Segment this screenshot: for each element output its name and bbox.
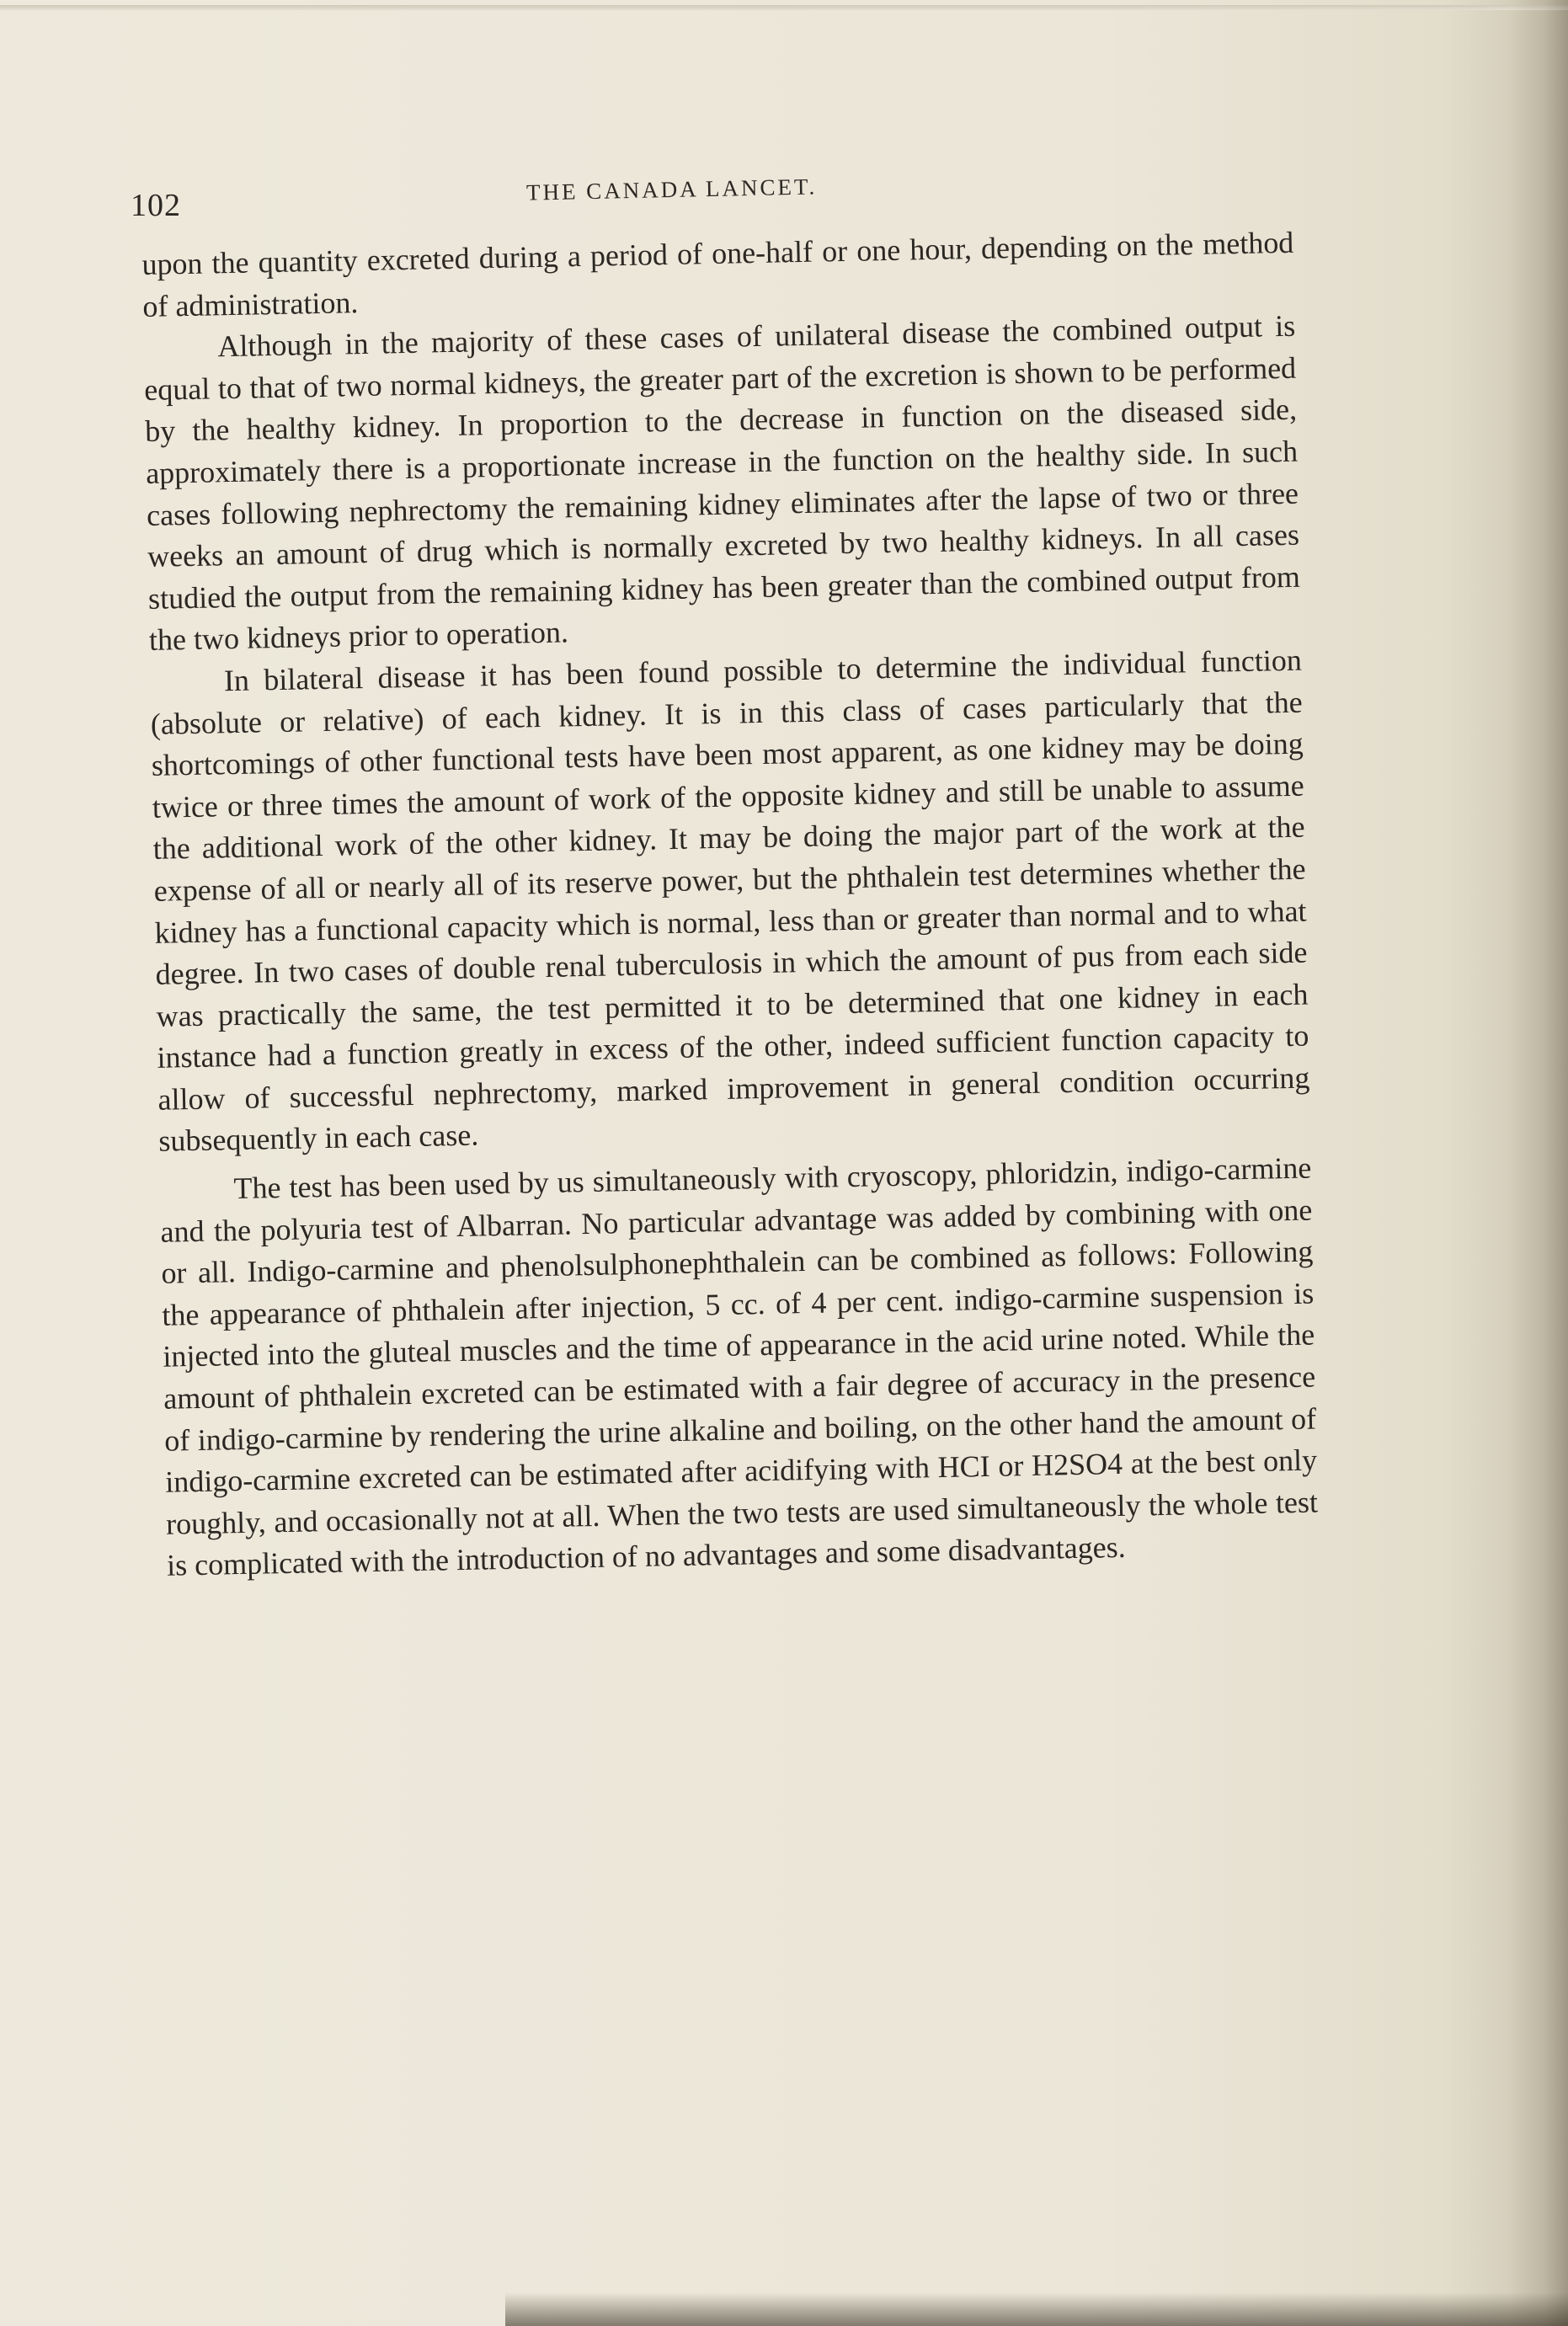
page-binding-shadow (1509, 0, 1568, 2326)
page-bottom-shadow (505, 2292, 1568, 2326)
paragraph: The test has been used by us simultaneously with cryoscopy, phloridzin, indigo-carmine and the polyuria test of Albarran. No particular advantage was added by combining with one or all. Indigo-carmine and phenolsulphonephthalein can be combined as follows: Following the appearance of phthalein after injection, 5 cc. of 4 per cent. indigo-carmine suspension is injected into the gluteal muscles and the time of appearance in the acid urine noted. While the amount of phthalein excreted can be estimated with a fair degree of accuracy in the presence of indigo-carmine by rendering the urine alkaline and boiling, on the other hand the amount of indigo-carmine excreted can be estimated after acidifying with HCI or H2SO4 at the best only roughly, and occasionally not at all. When the two tests are used simultaneously the whole test is complicated with the introduction of no advantages and some disadvantages. (160, 1150, 1319, 1583)
page-top-edge (0, 5, 1568, 10)
running-head: THE CANADA LANCET. (525, 173, 818, 205)
paragraph: upon the quantity excreted during a period of one-half or one hour, depending on the method of administration. (141, 225, 1294, 323)
paragraph: In bilateral disease it has been found possible to determine the individual function (absolute or relative) of each kidney. It is in this class of cases particularly that the shortcomings of other functional tests have been most apparent, as one kidney may be doing twice or three times the amount of work of the opposite kidney and still be unable to assume the additional work of the other kidney. It may be doing the major part of the work at the expense of all or nearly all of its reserve power, but the phthalein test determines whether the kidney has a functional capacity which is normal, less than or greater than normal and to what degree. In two cases of double renal tuberculosis in which the amount of pus from each side was practically the same, the test permitted it to be determined that one kidney in each instance had a function greatly in excess of the other, indeed sufficient function capacity to allow of successful nephrectomy, marked improvement in general condition occurring subsequently in each case. (150, 643, 1310, 1159)
page-number: 102 (131, 188, 181, 223)
page-header (131, 168, 1284, 223)
paragraph: Although in the majority of these cases of unilateral disease the combined output is equal to that of two normal kidneys, the greater part of the excretion is shown to be performed by the healthy kidney. In proportion to the decrease in function on the diseased side, approximately there is a proportionate increase in the function on the healthy side. In such cases following nephrectomy the remaining kidney eliminates after the lapse of two or three weeks an amount of drug which is normally excreted by two healthy kidneys. In all cases studied the output from the remaining kidney has been greater than the combined output from the two kidneys prior to operation. (143, 308, 1301, 658)
article-body (141, 222, 1319, 1587)
